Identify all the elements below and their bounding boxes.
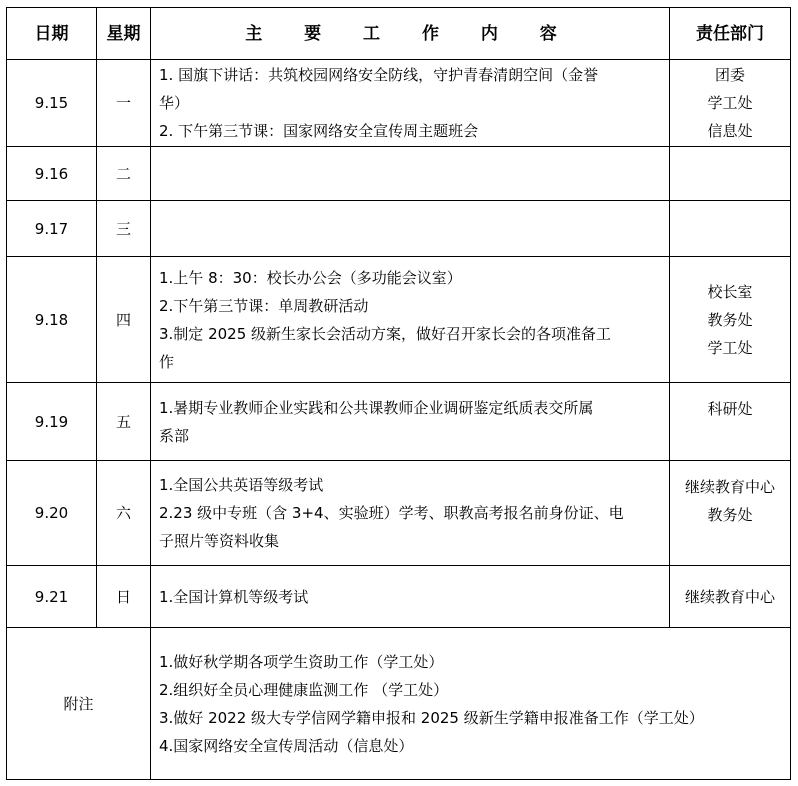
- weekday-cell: 三: [97, 201, 151, 257]
- note-item: 2.组织好全员心理健康监测工作 （学工处）: [159, 680, 449, 699]
- dept-line: 继续教育中心: [684, 478, 775, 496]
- table-row: [7, 461, 791, 566]
- weekly-schedule-table: [6, 7, 791, 780]
- date-cell: 9.15: [7, 60, 97, 147]
- date-cell: 9.21: [7, 566, 97, 628]
- content-line: 3.制定 2025 级新生家长会活动方案，做好召开家长会的各项准备工: [159, 324, 612, 343]
- weekday-cell: 六: [97, 461, 151, 566]
- dept-cell: [670, 147, 791, 201]
- content-line: 1.全国计算机等级考试: [159, 587, 309, 606]
- dept-cell: [670, 201, 791, 257]
- dept-cell: [670, 461, 791, 566]
- content-line: 1.上午 8：30：校长办公会（多功能会议室）: [159, 268, 462, 287]
- weekday-cell: 一: [97, 60, 151, 147]
- content-line: 作: [159, 352, 175, 371]
- header-dept: 责任部门: [670, 8, 791, 60]
- content-line: 1.全国公共英语等级考试: [159, 476, 324, 494]
- weekday-cell: 五: [97, 383, 151, 461]
- content-cell: [151, 147, 670, 201]
- table-row: [7, 383, 791, 461]
- dept-line: 信息处: [707, 122, 753, 140]
- dept-cell: [670, 566, 791, 628]
- content-line: 2. 下午第三节课：国家网络安全宣传周主题班会: [159, 122, 479, 140]
- dept-line: 学工处: [707, 338, 753, 357]
- note-item: 1.做好秋学期各项学生资助工作（学工处）: [159, 652, 444, 671]
- note-item: 4.国家网络安全宣传周活动（信息处）: [159, 736, 414, 755]
- content-line: 子照片等资料收集: [159, 532, 280, 550]
- weekday-cell: 二: [97, 147, 151, 201]
- content-line: 1.暑期专业教师企业实践和公共课教师企业调研鉴定纸质表交所属: [159, 398, 594, 417]
- header-row: [7, 8, 791, 60]
- dept-cell: [670, 60, 791, 147]
- header-date: 日期: [7, 8, 97, 60]
- dept-cell: [670, 383, 791, 461]
- weekday-cell: 四: [97, 257, 151, 383]
- content-line: 2.下午第三节课：单周教研活动: [159, 296, 369, 315]
- table-row: [7, 60, 791, 147]
- content-line: 1. 国旗下讲话：共筑校园网络安全防线，守护青春清朗空间（金誉: [159, 66, 599, 84]
- weekday-cell: 日: [97, 566, 151, 628]
- dept-cell: [670, 257, 791, 383]
- date-cell: 9.18: [7, 257, 97, 383]
- date-cell: 9.20: [7, 461, 97, 566]
- dept-line: 科研处: [707, 400, 753, 418]
- content-cell: [151, 566, 670, 628]
- date-cell: 9.17: [7, 201, 97, 257]
- date-cell: 9.19: [7, 383, 97, 461]
- dept-line: 学工处: [707, 94, 753, 112]
- notes-label: 附注: [7, 628, 151, 780]
- dept-line: 教务处: [707, 310, 753, 329]
- note-item: 3.做好 2022 级大专学信网学籍申报和 2025 级新生学籍申报准备工作（学工处）: [159, 708, 704, 727]
- notes-row: [7, 628, 791, 780]
- date-cell: 9.16: [7, 147, 97, 201]
- header-day: 星期: [97, 8, 151, 60]
- table-row: [7, 566, 791, 628]
- dept-line: 团委: [714, 66, 745, 84]
- content-line: 2.23 级中专班（含 3+4、实验班）学考、职教高考报名前身份证、电: [159, 504, 624, 522]
- content-line: 华）: [159, 94, 190, 112]
- dept-line: 继续教育中心: [684, 587, 775, 606]
- dept-line: 教务处: [707, 506, 753, 524]
- content-cell: [151, 60, 670, 147]
- content-cell: [151, 461, 670, 566]
- notes-content: [151, 628, 791, 780]
- content-cell: [151, 257, 670, 383]
- content-cell: [151, 201, 670, 257]
- table-row: [7, 257, 791, 383]
- content-cell: [151, 383, 670, 461]
- content-line: 系部: [159, 426, 190, 445]
- header-content: 主 要 工 作 内 容: [151, 8, 670, 60]
- table-row: [7, 201, 791, 257]
- table-row: [7, 147, 791, 201]
- dept-line: 校长室: [707, 282, 753, 301]
